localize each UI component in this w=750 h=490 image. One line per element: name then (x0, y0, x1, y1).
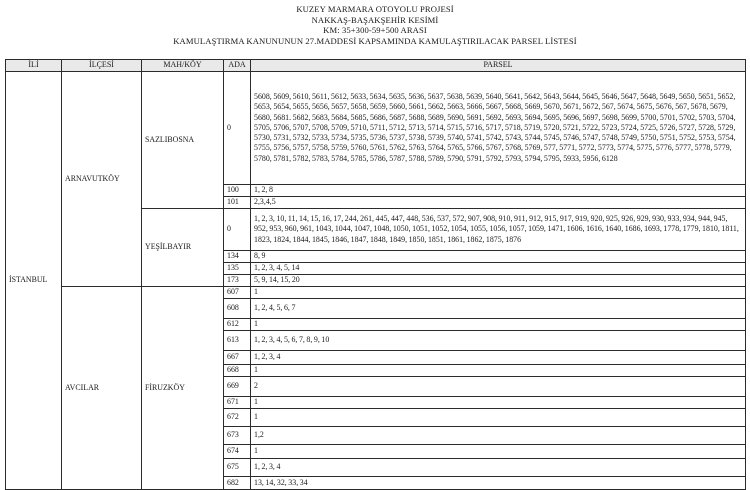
parsel-cell: 1 (251, 365, 746, 377)
ada-cell: 667 (224, 351, 251, 365)
header-line-km: KM: 35+300-59+500 ARASI (323, 25, 427, 36)
parsel-cell: 1 (251, 397, 746, 409)
ada-cell: 671 (224, 397, 251, 409)
mahalle-cell-sazlibosna: SAZLIBOSNA (142, 72, 224, 209)
parsel-cell: 1, 2, 3, 10, 11, 14, 15, 16, 17, 244, 261, 445, 447, 448, 536, 537, 572, 907, 908, 910, 911, 912, 915, 917, 919, 920, 925, 926, 929, 930, 933, 934, 944, 945, 952, 953, 960, 961, 1043, 1044, 1047, 1048, 1050, 1051, 1052, 1054, 1055, 1056, 1057, 1059, 1471, 1606, 1616, 1640, 1686, 1693, 1778, 1779, 1810, 1811, 1823, 1824, 1844, 1845, 1846, 1847, 1848, 1849, 1850, 1851, 1861, 1862, 1875, 1876 (251, 209, 746, 251)
parsel-cell: 1, 2, 3, 4, 5, 6, 7, 8, 9, 10 (251, 331, 746, 351)
ada-cell: 682 (224, 477, 251, 490)
ada-cell: 669 (224, 377, 251, 397)
ada-cell: 134 (224, 251, 251, 263)
ada-cell: 612 (224, 319, 251, 331)
parsel-cell: 1 (251, 319, 746, 331)
column-header-ada: ADA (224, 60, 251, 72)
ada-cell: 672 (224, 409, 251, 427)
column-header-ilce: İLÇESİ (62, 60, 142, 72)
parsel-cell: 13, 14, 32, 33, 34 (251, 477, 746, 490)
parsel-cell: 1, 2, 8 (251, 185, 746, 197)
header-line-section: NAKKAŞ-BAŞAKŞEHİR KESİMİ (311, 14, 439, 25)
parsel-cell: 1, 2, 4, 5, 6, 7 (251, 299, 746, 319)
ada-cell: 100 (224, 185, 251, 197)
table-row (6, 287, 746, 299)
ada-cell: 607 (224, 287, 251, 299)
parsel-cell: 5608, 5609, 5610, 5611, 5612, 5633, 5634, 5635, 5636, 5637, 5638, 5639, 5640, 5641, 5642, 5643, 5644, 5645, 5646, 5647, 5648, 5649, 5650, 5651, 5652, 5653, 5654, 5655, 5656, 5657, 5658, 5659, 5660, 5661, 5662, 5663, 5666, 5667, 5668, 5669, 5670, 5671, 5672, 567, 5674, 5675, 5676, 567, 5678, 5679, 5680, 5681. 5682, 5683, 5684, 5685, 5686, 5687, 5688, 5689, 5690, 5691, 5692, 5693, 5694, 5695, 5696, 5697, 5698, 5699, 5700, 5701, 5702, 5703, 5704, 5705, 5706, 5707, 5708, 5709, 5710, 5711, 5712, 5713, 5714, 5715, 5716, 5717, 5718, 5719, 5720, 5721, 5722, 5723, 5724, 5725, 5726, 5727, 5728, 5729, 5730, 5731, 5732, 5733, 5734, 5735, 5736, 5737, 5738, 5739, 5740, 5741, 5742, 5743, 5744, 5745, 5746, 5747, 5748, 5749, 5750, 5751, 5752, 5753, 5754, 5755, 5756, 5757, 5758, 5759, 5760, 5761, 5762, 5763, 5764, 5765, 5766, 5767, 5768, 5769, 577, 5771, 5772, 5773, 5774, 5775, 5776, 5777, 5778, 5779, 5780, 5781, 5782, 5783, 5784, 5785, 5786, 5787, 5788, 5789, 5790, 5791, 5792, 5793, 5794, 5795, 5933, 5956, 6128 (251, 72, 746, 185)
parsel-cell: 1, 2, 3, 4 (251, 351, 746, 365)
parsel-cell: 5, 9, 14, 15, 20 (251, 275, 746, 287)
ilce-cell-arnavutkoy: ARNAVUTKÖY (62, 72, 142, 287)
parsel-cell: 1 (251, 445, 746, 459)
table-row (6, 72, 746, 185)
ada-cell: 101 (224, 197, 251, 209)
ada-cell: 608 (224, 299, 251, 319)
ada-cell: 135 (224, 263, 251, 275)
parsel-cell: 1 (251, 409, 746, 427)
mahalle-cell-yesilbayir: YEŞİLBAYIR (142, 209, 224, 287)
parcel-table (5, 59, 746, 490)
parsel-cell: 8, 9 (251, 251, 746, 263)
column-header-il: İLİ (6, 60, 62, 72)
column-header-mahalle: MAH/KÖY (142, 60, 224, 72)
document-header (0, 4, 750, 46)
column-header-parsel: PARSEL (251, 60, 746, 72)
ada-cell: 668 (224, 365, 251, 377)
table-header-row (6, 60, 746, 72)
ada-cell: 674 (224, 445, 251, 459)
parsel-cell: 1, 2, 3, 4 (251, 459, 746, 477)
il-cell: İSTANBUL (6, 72, 62, 490)
ada-cell: 0 (224, 72, 251, 185)
ada-cell: 0 (224, 209, 251, 251)
ada-cell: 613 (224, 331, 251, 351)
parsel-cell: 2,3,4,5 (251, 197, 746, 209)
ada-cell: 673 (224, 427, 251, 445)
parsel-cell: 1,2 (251, 427, 746, 445)
ilce-cell-avcilar: AVCILAR (62, 287, 142, 490)
header-line-project: KUZEY MARMARA OTOYOLU PROJESİ (296, 4, 454, 14)
ada-cell: 675 (224, 459, 251, 477)
parsel-cell: 1 (251, 287, 746, 299)
mahalle-cell-firuzkoy: FİRUZKÖY (142, 287, 224, 490)
ada-cell: 173 (224, 275, 251, 287)
header-line-title: KAMULAŞTIRMA KANUNUNUN 27.MADDESİ KAPSAMINDA KAMULAŞTIRILACAK PARSEL LİSTESİ (173, 35, 577, 46)
parsel-cell: 1, 2, 3, 4, 5, 14 (251, 263, 746, 275)
parsel-cell: 2 (251, 377, 746, 397)
